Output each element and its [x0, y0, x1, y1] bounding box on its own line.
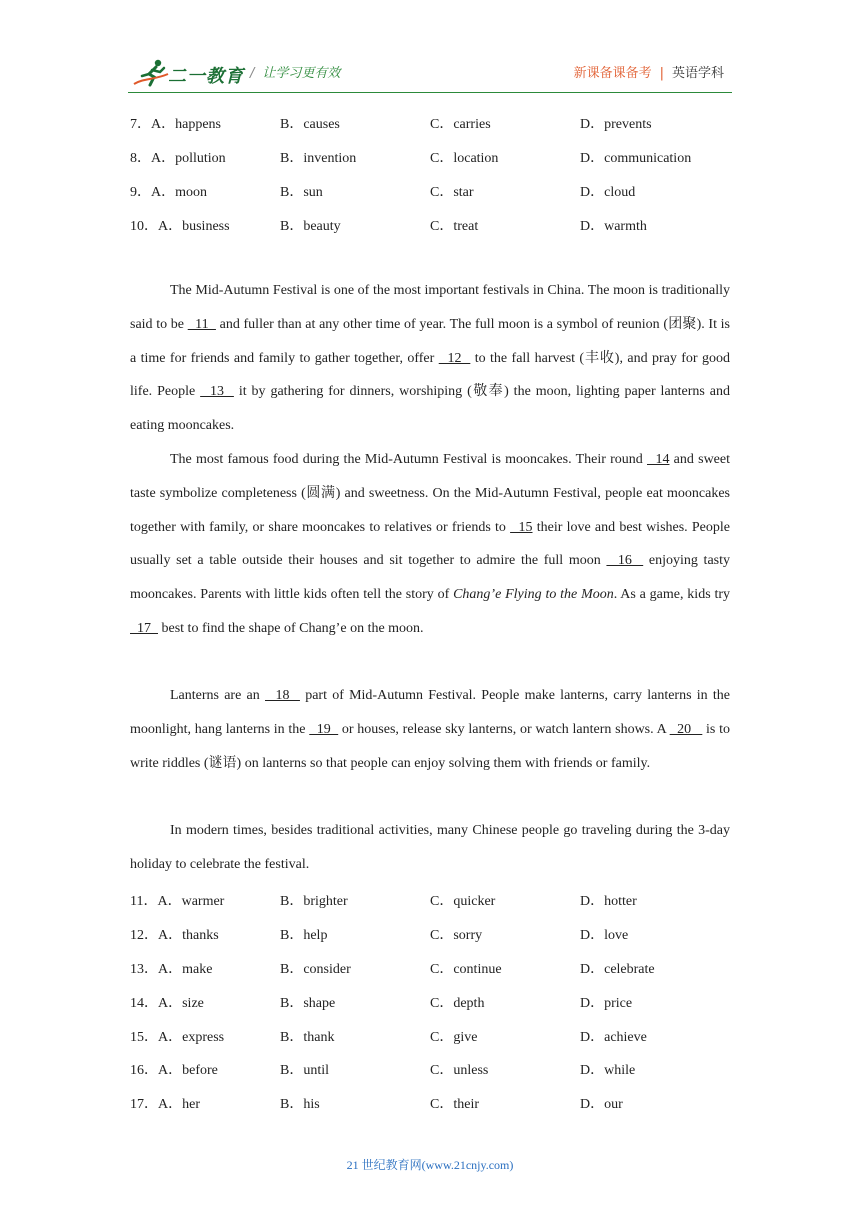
option-c: C．give	[430, 1030, 478, 1045]
option-a: 11．A．warmer	[130, 894, 225, 909]
page-header	[0, 0, 860, 100]
blank-15: 15	[510, 519, 533, 535]
option-a: 13．A．make	[130, 962, 213, 977]
option-b: B．sun	[280, 185, 323, 200]
option-a: 7．A．happens	[130, 117, 221, 132]
option-c: C．carries	[430, 117, 491, 132]
option-c: C．quicker	[430, 894, 496, 909]
passage-paragraph-1: The Mid-Autumn Festival is one of the most important festivals in China. The moon is traditionally said to be 11 and fuller than at any other time of year. The full moon is a symbol of reunion (团聚). It is a time for friends and family to gather together, offer 12 to the fall harvest (丰收), and pray for good life. People 13 it by gathering for dinners, worshiping (敬奉) the moon, lighting paper lanterns and eating mooncakes.	[130, 283, 731, 434]
option-c: C．star	[430, 185, 474, 200]
question-options-row	[130, 147, 750, 167]
question-options-row	[130, 215, 750, 235]
passage-paragraph-2: The most famous food during the Mid-Autumn Festival is mooncakes. Their round 14 and sweet taste symbolize completeness (圆满) and sweetness. On the Mid-Autumn Festival, people eat mooncakes together with family, or share mooncakes to relatives or friends to 15 their love and best wishes. People usually set a table outside their houses and sit together to admire the full moon 16 enjoying tasty mooncakes. Parents with little kids often tell the story of Chang’e Flying to the Moon. As a game, kids try 17 best to find the shape of Chang’e on the moon.	[130, 452, 730, 636]
option-d: D．love	[580, 928, 629, 943]
option-b: B．help	[280, 928, 328, 943]
logo-text: 二一教育	[168, 66, 244, 87]
option-d: D．while	[580, 1063, 636, 1078]
option-d: D．warmth	[580, 219, 647, 234]
option-b: B．consider	[280, 962, 351, 977]
blank-19: 19	[309, 721, 339, 737]
option-c: C．depth	[430, 996, 485, 1011]
option-c: C．unless	[430, 1063, 489, 1078]
question-options-row	[130, 958, 750, 978]
option-c: C．treat	[430, 219, 479, 234]
header-divider	[128, 92, 732, 93]
option-b: B．until	[280, 1063, 330, 1078]
header-course-label: 新课备课备考	[573, 66, 652, 81]
question-options-row	[130, 1093, 750, 1113]
option-c: C．their	[430, 1097, 479, 1112]
option-d: D．price	[580, 996, 633, 1011]
option-d: D．communication	[580, 151, 692, 166]
option-d: D．celebrate	[580, 962, 655, 977]
option-a: 8．A．pollution	[130, 151, 226, 166]
option-b: B．shape	[280, 996, 336, 1011]
option-a: 16．A．before	[130, 1063, 218, 1078]
option-c: C．continue	[430, 962, 502, 977]
option-a: 10．A．business	[130, 219, 230, 234]
passage-paragraph-4: In modern times, besides traditional activities, many Chinese people go traveling during the 3-day holiday to celebrate the festival.	[130, 823, 730, 872]
blank-11: 11	[187, 316, 216, 332]
question-options-row	[130, 1059, 750, 1079]
blank-18: 18	[265, 688, 300, 703]
story-title: Chang’e Flying to the Moon	[453, 587, 614, 603]
runner-logo-icon	[132, 58, 172, 88]
passage-paragraph-3: Lanterns are an 18 part of Mid-Autumn Festival. People make lanterns, carry lanterns in the moonlight, hang lanterns in the 19 or houses, release sky lanterns, or watch lantern shows. A 20 is to write riddles (谜语) on lanterns so that people can enjoy solving them with friends or family.	[130, 688, 731, 771]
option-a: 17．A．her	[130, 1097, 200, 1112]
question-options-row	[130, 992, 750, 1012]
option-d: D．hotter	[580, 894, 637, 909]
option-c: C．location	[430, 151, 499, 166]
option-b: B．invention	[280, 151, 357, 166]
option-d: D．cloud	[580, 185, 636, 200]
question-options-row	[130, 890, 750, 910]
option-b: B．beauty	[280, 219, 341, 234]
option-d: D．our	[580, 1097, 623, 1112]
blank-20: 20	[669, 721, 703, 737]
option-b: B．causes	[280, 117, 340, 132]
option-a: 9．A．moon	[130, 185, 207, 200]
question-options-row	[130, 1026, 750, 1046]
slogan-text: 让学习更有效	[262, 66, 341, 81]
brand-logo	[128, 56, 248, 90]
header-subject-label: 英语学科	[671, 66, 724, 81]
page-footer[interactable]: 21 世纪教育网(www.21cnjy.com)	[346, 1158, 514, 1172]
option-a: 15．A．express	[130, 1030, 225, 1045]
option-d: D．achieve	[580, 1030, 647, 1045]
option-b: B．brighter	[280, 894, 348, 909]
option-d: D．prevents	[580, 117, 652, 132]
blank-14: 14	[647, 452, 670, 467]
option-a: 14．A．size	[130, 996, 204, 1011]
question-options-row	[130, 924, 750, 944]
option-a: 12．A．thanks	[130, 928, 219, 943]
header-slogan	[250, 62, 340, 81]
blank-12: 12	[438, 350, 471, 366]
blank-17: 17	[130, 620, 158, 636]
blank-13: 13	[200, 384, 234, 400]
option-c: C．sorry	[430, 928, 483, 943]
option-b: B．thank	[280, 1030, 335, 1045]
question-options-row	[130, 113, 750, 133]
option-b: B．his	[280, 1097, 320, 1112]
header-separator: |	[659, 66, 664, 81]
slogan-divider: /	[250, 66, 255, 81]
header-subject	[574, 62, 724, 81]
question-options-row	[130, 181, 750, 201]
blank-16: 16	[606, 553, 644, 569]
